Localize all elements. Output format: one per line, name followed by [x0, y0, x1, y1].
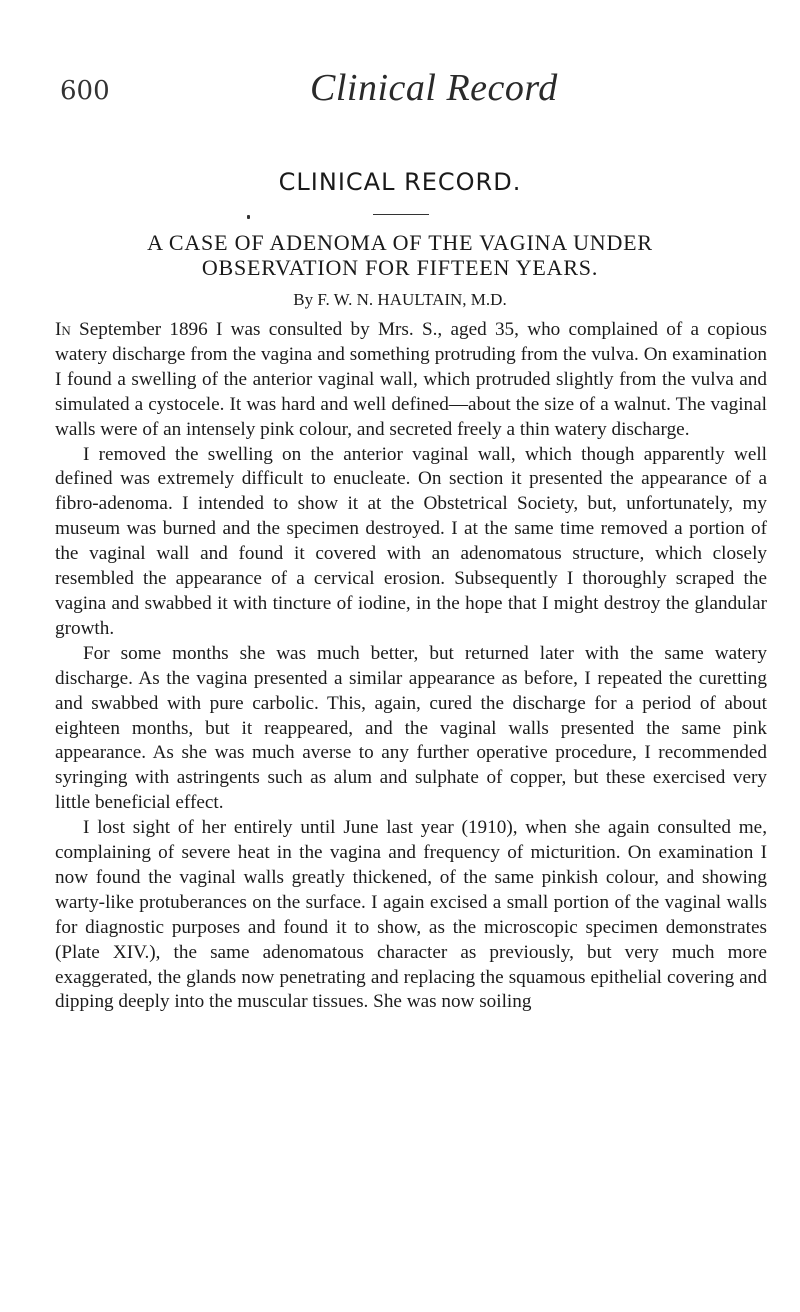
article-title-line-2: OBSERVATION FOR FIFTEEN YEARS.	[201, 255, 599, 280]
section-heading: CLINICAL RECORD.	[278, 168, 522, 196]
author-byline: By F. W. N. HAULTAIN, M.D.	[293, 290, 507, 309]
running-title: Clinical Record	[310, 67, 558, 109]
section-rule	[373, 214, 429, 215]
paragraph-1-lead: In	[55, 319, 71, 340]
paragraph-1	[55, 318, 767, 443]
ornament-dot	[247, 215, 250, 219]
running-head	[60, 62, 760, 112]
paragraph-1-text: September 1896 I was consulted by Mrs. S., aged 35, who complained of a copious watery discharge from the vagina and something protruding from the vulva. On examination I found a swelling of the anterior vaginal wall, which protruded slightly from the vulva and simulated a cystocele. It was hard and well defined—about the size of a walnut. The vaginal walls were of an intensely pink colour, and secreted freely a thin watery discharge.	[55, 319, 767, 440]
paragraph-2: I removed the swelling on the anterior vaginal wall, which though apparently well defined was extremely difficult to enucleate. On section it presented the appearance of a fibro-adenoma. I intended to show it at the Obstetrical Society, but, unfortunately, my museum was burned and the specimen destroyed. I at the same time removed a portion of the vaginal wall and found it covered with an adenomatous structure, which closely resembled the appearance of a cervical erosion. Subsequently I thoroughly scraped the vagina and swabbed it with tincture of iodine, in the hope that I might destroy the glandular growth.	[55, 443, 767, 639]
article-title-line-1: A CASE OF ADENOMA OF THE VAGINA UNDER	[147, 230, 653, 255]
page-number: 600	[60, 76, 110, 106]
paragraph-4: I lost sight of her entirely until June last year (1910), when she again consulted me, complaining of severe heat in the vagina and frequency of micturition. On examination I now found the vaginal walls greatly thickened, of the same pinkish colour, and showing warty-like protuberances on the surface. I again excised a small portion of the vaginal walls for diagnostic purposes and found it to show, as the microscopic specimen demonstrates (Plate XIV.), the same adenomatous character as previously, but very much more exaggerated, the glands now penetrating and replacing the squamous epithelial covering and dipping deeply into the muscular tissues. She was now soiling	[55, 817, 767, 1013]
paragraph-3: For some months she was much better, but returned later with the same watery discharge. As the vagina presented a similar appearance as before, I repeated the curetting and swabbed with pure carbolic. This, again, cured the discharge for a period of about eighteen months, but it reappeared, and the vaginal walls presented the same pink appearance. As she was much averse to any further operative procedure, I recommended syringing with astringents such as alum and sulphate of copper, but these exercised very little beneficial effect.	[55, 642, 767, 814]
article-body	[55, 318, 767, 1015]
article-title	[0, 230, 800, 280]
